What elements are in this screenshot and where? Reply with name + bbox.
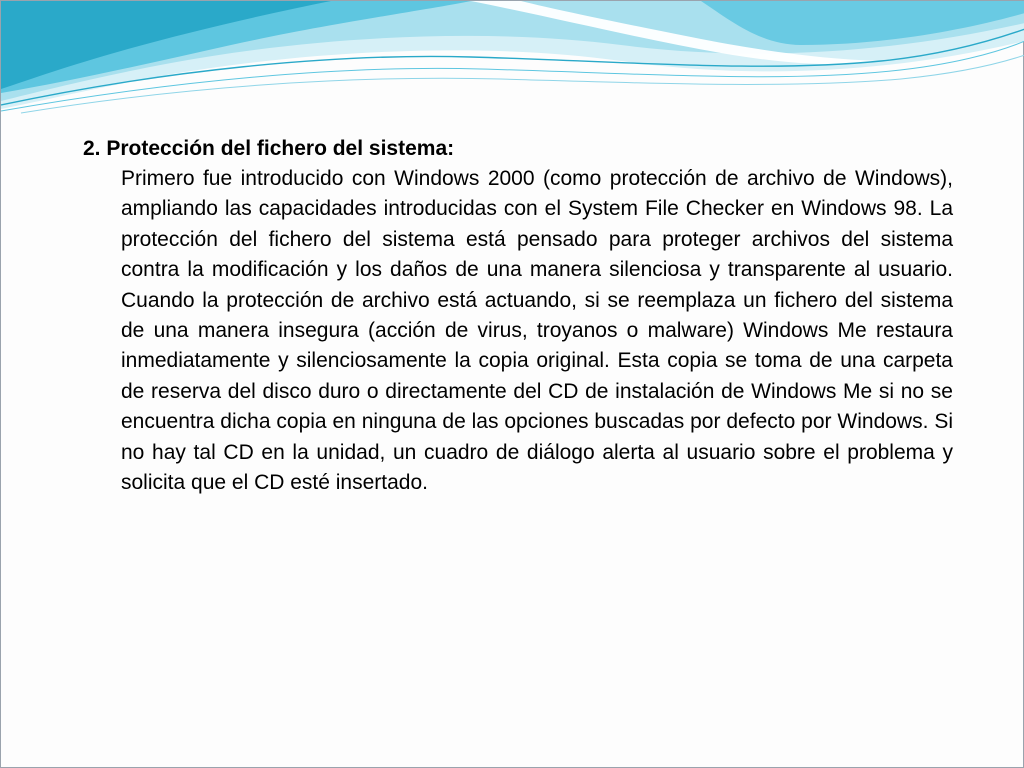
section-paragraph: Primero fue introducido con Windows 2000 (como protección de archivo de Windows), ampliando las capacidades introducidas con el System File Checker en Windows 98. La protección del fichero del sistema está pensado para proteger archivos del sistema contra la modificación y los daños de una manera silenciosa y transparente al usuario. Cuando la protección de archivo está actuando, si se reemplaza un fichero del sistema de una manera insegura (acción de virus, troyanos o malware) Windows Me restaura inmediatamente y silenciosamente la copia original. Esta copia se toma de una carpeta de reserva del disco duro o directamente del CD de instalación de Windows Me si no se encuentra dicha copia en ninguna de las opciones buscadas por defecto por Windows. Si no hay tal CD en la unidad, un cuadro de diálogo alerta al usuario sobre el problema y solicita que el CD esté insertado. (121, 167, 953, 495)
slide-content (83, 134, 953, 498)
section-heading: 2. Protección del fichero del sistema: (83, 137, 455, 160)
wave-header-decoration (1, 1, 1024, 121)
